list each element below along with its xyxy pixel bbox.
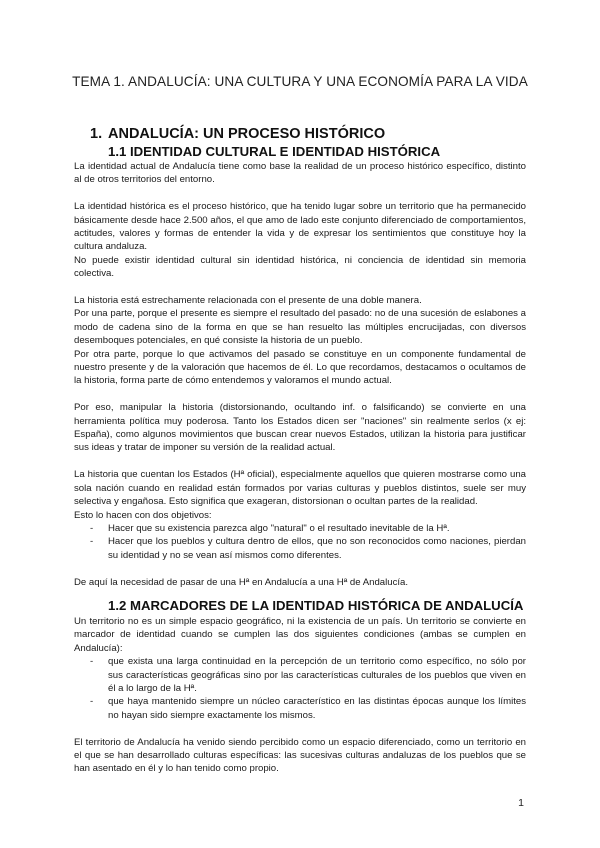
objectives-list: [74, 522, 526, 562]
paragraph: El territorio de Andalucía ha venido siendo percibido como un espacio diferenciado, como un territorio en el que se han desarrollado culturas específicas: las sucesivas culturas andaluzas de los pueblos que se han asentado en él y lo han tenido como propio.: [74, 736, 526, 775]
conditions-list: [74, 655, 526, 722]
subsection-heading-1-1: 1.1 IDENTIDAD CULTURAL E IDENTIDAD HISTÓRICA: [108, 144, 441, 159]
list-item-text: Hacer que los pueblos y cultura dentro de ellos, que no son reconocidos como naciones, pierdan su identidad y no se vean así mismos como diferentes.: [108, 536, 526, 561]
bullet-marker: -: [90, 656, 94, 668]
bullet-marker: -: [90, 696, 94, 708]
subsection-heading-1-2: 1.2 MARCADORES DE LA IDENTIDAD HISTÓRICA DE ANDALUCÍA: [108, 598, 524, 613]
list-item-text: que haya mantenido siempre un núcleo característico en las distintas épocas aunque los límites no hayan sido siempre exactamente los mismos.: [108, 696, 526, 721]
paragraph: La historia está estrechamente relacionada con el presente de una doble manera.: [74, 295, 422, 307]
paragraph: Esto lo hacen con dos objetivos:: [74, 509, 212, 521]
page-number: 1: [518, 797, 524, 809]
paragraph: Un territorio no es un simple espacio geográfico, ni la existencia de un país. Un territorio se convierte en marcador de identidad cuando se cumplen las dos siguientes condiciones (ambas se cumplen en Andalucía):: [74, 616, 526, 654]
section-heading: [90, 126, 385, 142]
paragraph: La historia que cuentan los Estados (Hª oficial), especialmente aquellos que quieren mostrarse como una sola nación cuando en realidad están formados por varias culturas y pueblos distintos, suele ser muy selectiva y engañosa. Esto significa que exageran, distorsionan o ocultan partes de la realidad.: [74, 469, 526, 508]
paragraph: La identidad actual de Andalucía tiene como base la realidad de un proceso histórico específico, distinto al de otros territorios del entorno.: [74, 161, 526, 186]
paragraph: La identidad histórica es el proceso histórico, que ha tenido lugar sobre un territorio que ha permanecido básicamente desde hace 2.500 años, el que amo de lado este conjunto diferenciado de comportamientos, actitudes, valores y formas de entender la vida y de expresar los sentimientos que constituye hoy la cultura andaluza.: [74, 201, 526, 253]
list-item: [74, 695, 526, 722]
paragraph: Por una parte, porque el presente es siempre el resultado del pasado: no de una sucesión de eslabones a modo de cadena sino de la forma en que se han resuelto las múltiples encrucijadas, con diversos desemboques potenciales, en qué consiste la historia de un pueblo.: [74, 308, 526, 347]
paragraph: Por otra parte, porque lo que activamos del pasado se constituye en un componente fundamental de nuestro presente y de la valoración que hacemos de él. Lo que recordamos, destacamos o ocultamos de la historia, forma parte de cómo entendemos y valoramos el mundo actual.: [74, 348, 526, 387]
list-item-text: que exista una larga continuidad en la percepción de un territorio como específico, no sólo por sus características geográficas sino por las características culturales de los pueblos que viven en él a lo largo de la Hª.: [108, 656, 526, 695]
subsection-1-2-body: [74, 615, 526, 776]
document-title: TEMA 1. ANDALUCÍA: UNA CULTURA Y UNA ECONOMÍA PARA LA VIDA: [72, 74, 528, 89]
subsection-1-1-body: [74, 160, 526, 589]
paragraph: Por eso, manipular la historia (distorsionando, ocultando inf. o falsificando) se convierte en una herramienta política muy poderosa. Tanto los Estados dicen ser "naciones" sin realmente serlos (x ej: España), como algunos movimientos que buscan crear nuevos Estados, utilizan la historia para justificar sus ideas y tratar de imponer su versión de la realidad actual.: [74, 402, 526, 454]
bullet-marker: -: [90, 522, 94, 534]
list-item: [74, 655, 526, 695]
list-item-text: Hacer que su existencia parezca algo "natural" o el resultado inevitable de la Hª.: [108, 522, 450, 534]
bullet-marker: -: [90, 536, 94, 548]
paragraph: De aquí la necesidad de pasar de una Hª en Andalucía a una Hª de Andalucía.: [74, 576, 409, 588]
list-item: [74, 522, 526, 535]
list-item: [74, 535, 526, 562]
paragraph: No puede existir identidad cultural sin identidad histórica, ni conciencia de identidad sin memoria colectiva.: [74, 254, 526, 280]
section-number: 1.: [90, 126, 103, 142]
section-title: ANDALUCÍA: UN PROCESO HISTÓRICO: [108, 126, 386, 142]
